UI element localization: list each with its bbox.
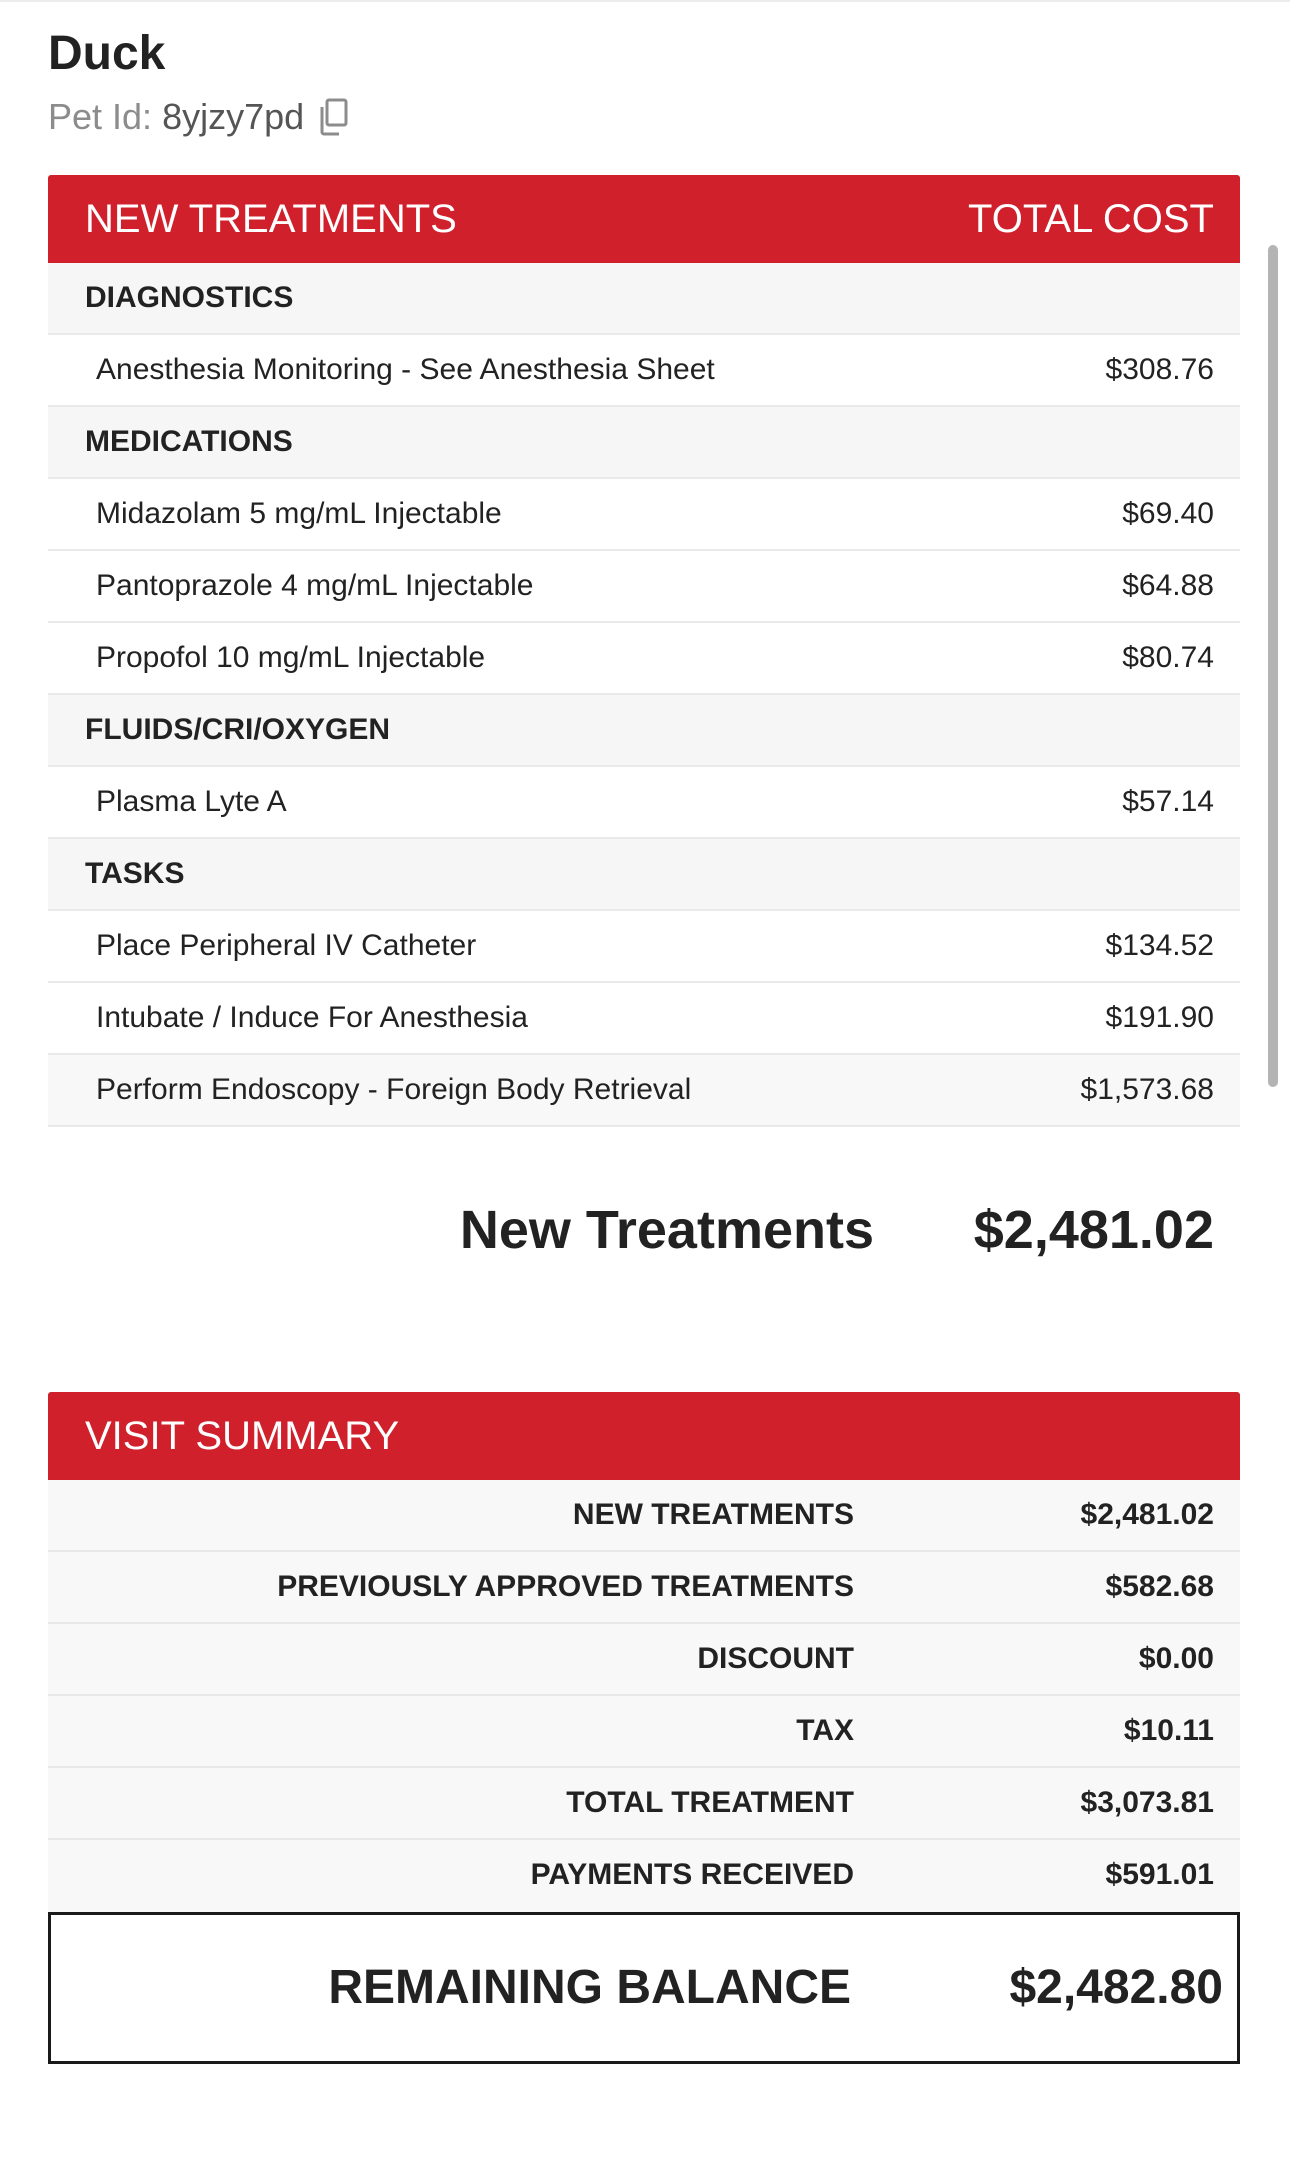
treatment-cost: $191.90: [1105, 1001, 1214, 1034]
visit-summary-table: [48, 1392, 1240, 2064]
remaining-balance-box: [48, 1912, 1240, 2064]
summary-label: PAYMENTS RECEIVED: [530, 1858, 854, 1891]
top-divider: [0, 0, 1290, 2]
summary-label: TOTAL TREATMENT: [566, 1786, 854, 1819]
category-label: MEDICATIONS: [85, 425, 293, 458]
summary-value: $3,073.81: [1080, 1786, 1214, 1819]
treatment-name: Pantoprazole 4 mg/mL Injectable: [96, 569, 534, 602]
category-label: TASKS: [85, 857, 185, 890]
summary-label: DISCOUNT: [697, 1642, 854, 1675]
treatment-cost: $308.76: [1105, 353, 1214, 386]
copy-icon[interactable]: [318, 98, 348, 136]
scrollbar[interactable]: [1268, 245, 1278, 1087]
summary-label: TAX: [796, 1714, 854, 1747]
treatment-name: Propofol 10 mg/mL Injectable: [96, 641, 486, 674]
summary-label: PREVIOUSLY APPROVED TREATMENTS: [277, 1570, 854, 1603]
treatment-row: [48, 551, 1240, 623]
treatment-name: Perform Endoscopy - Foreign Body Retrieval: [96, 1073, 692, 1106]
summary-row-tax: [48, 1696, 1240, 1768]
treatment-cost: $134.52: [1105, 929, 1214, 962]
summary-value: $591.01: [1105, 1858, 1214, 1891]
treatment-name: Plasma Lyte A: [96, 785, 287, 818]
new-treatments-header: [48, 175, 1240, 263]
visit-summary-title: VISIT SUMMARY: [85, 1413, 400, 1458]
treatment-name: Place Peripheral IV Catheter: [96, 929, 477, 962]
treatment-cost: $57.14: [1122, 785, 1214, 818]
treatment-row: [48, 479, 1240, 551]
category-diagnostics: [48, 263, 1240, 335]
pet-id-label: Pet Id:: [48, 96, 153, 137]
treatment-name: Midazolam 5 mg/mL Injectable: [96, 497, 502, 530]
treatment-cost: $69.40: [1122, 497, 1214, 530]
new-treatments-table: [48, 175, 1240, 1127]
treatment-name: Intubate / Induce For Anesthesia: [96, 1001, 528, 1034]
treatment-row: [48, 1055, 1240, 1127]
pet-id-value: 8yjzy7pd: [162, 96, 305, 137]
treatment-row: [48, 911, 1240, 983]
remaining-balance-label: REMAINING BALANCE: [328, 1961, 851, 2014]
category-label: FLUIDS/CRI/OXYGEN: [85, 713, 391, 746]
treatment-row: [48, 335, 1240, 407]
summary-value: $0.00: [1138, 1642, 1214, 1675]
summary-label: NEW TREATMENTS: [572, 1498, 854, 1531]
new-treatments-subtotal: [48, 1190, 1240, 1270]
treatment-cost: $64.88: [1122, 569, 1214, 602]
summary-row-previously-approved: [48, 1552, 1240, 1624]
summary-row-discount: [48, 1624, 1240, 1696]
pet-name: Duck: [48, 27, 166, 80]
treatment-cost: $1,573.68: [1080, 1073, 1214, 1106]
summary-row-new-treatments: [48, 1480, 1240, 1552]
summary-value: $2,481.02: [1080, 1498, 1214, 1531]
subtotal-label: New Treatments: [459, 1200, 874, 1260]
subtotal-value: $2,481.02: [973, 1200, 1214, 1260]
category-tasks: [48, 839, 1240, 911]
category-medications: [48, 407, 1240, 479]
summary-row-payments-received: [48, 1840, 1240, 1912]
treatment-name: Anesthesia Monitoring - See Anesthesia Sheet: [96, 353, 715, 386]
summary-value: $10.11: [1123, 1714, 1214, 1747]
visit-summary-header: [48, 1392, 1240, 1480]
remaining-balance-value: $2,482.80: [1009, 1961, 1223, 2014]
category-label: DIAGNOSTICS: [85, 281, 294, 314]
category-fluids: [48, 695, 1240, 767]
new-treatments-title: NEW TREATMENTS: [85, 196, 457, 241]
total-cost-title: TOTAL COST: [968, 196, 1214, 241]
treatment-cost: $80.74: [1122, 641, 1214, 674]
pet-id-row: [48, 93, 348, 141]
summary-value: $582.68: [1105, 1570, 1214, 1603]
treatment-row: [48, 983, 1240, 1055]
treatment-row: [48, 623, 1240, 695]
treatment-row: [48, 767, 1240, 839]
summary-row-total-treatment: [48, 1768, 1240, 1840]
